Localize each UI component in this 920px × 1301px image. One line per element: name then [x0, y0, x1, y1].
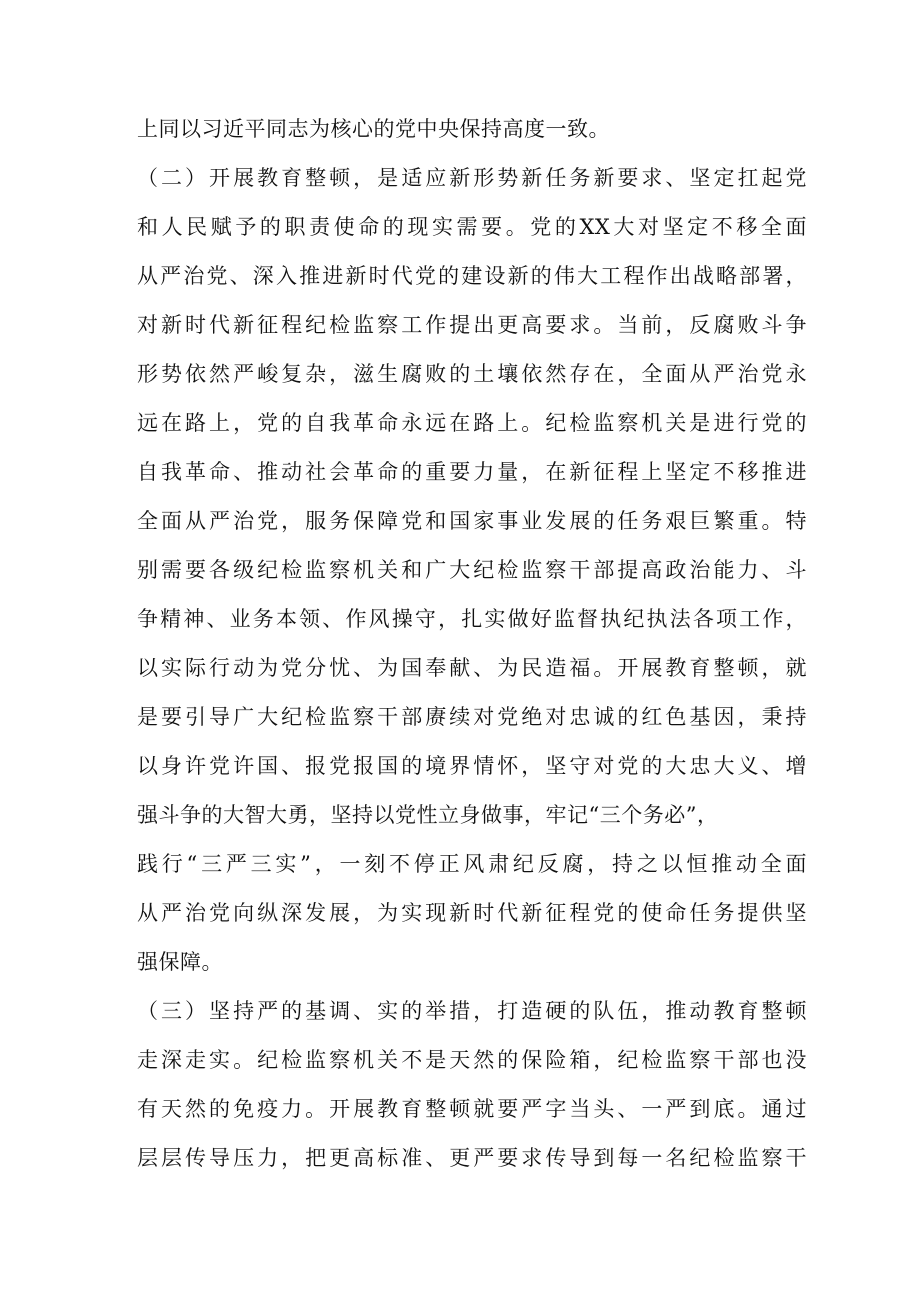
text-line: 强斗争的大智大勇，坚持以党性立身做事，牢记“三个务必”，	[137, 803, 719, 827]
text-line: 和人民赋予的职责使命的现实需要。党的XX大对坚定不移全面	[137, 215, 807, 239]
text-line: 从严治党、深入推进新时代党的建设新的伟大工程作出战略部署，	[137, 264, 807, 288]
text-line: 层层传导压力，把更高标准、更严要求传导到每一名纪检监察干	[137, 1146, 807, 1170]
text-line: 自我革命、推动社会革命的重要力量，在新征程上坚定不移推进	[137, 460, 807, 484]
text-line: 以身许党许国、报党报国的境界情怀，坚守对党的大忠大义、增	[137, 754, 807, 778]
text-line: （三）坚持严的基调、实的举措，打造硬的队伍，推动教育整顿	[137, 999, 807, 1023]
text-line: 远在路上，党的自我革命永远在路上。纪检监察机关是进行党的	[137, 411, 807, 435]
text-line: 别需要各级纪检监察机关和广大纪检监察干部提高政治能力、斗	[137, 558, 807, 582]
text-line: 形势依然严峻复杂，滋生腐败的土壤依然存在，全面从严治党永	[137, 362, 807, 386]
text-line: 强保障。	[137, 950, 223, 974]
text-line: 以实际行动为党分忧、为国奉献、为民造福。开展教育整顿，就	[137, 656, 807, 680]
text-line: 争精神、业务本领、作风操守，扎实做好监督执纪执法各项工作，	[137, 607, 807, 631]
text-line: 对新时代新征程纪检监察工作提出更高要求。当前，反腐败斗争	[137, 313, 807, 337]
text-line: 全面从严治党，服务保障党和国家事业发展的任务艰巨繁重。特	[137, 509, 807, 533]
text-line: 践行“三严三实”，一刻不停正风肃纪反腐，持之以恒推动全面	[137, 852, 807, 876]
text-line: 走深走实。纪检监察机关不是天然的保险箱，纪检监察干部也没	[137, 1048, 807, 1072]
text-line: 上同以习近平同志为核心的党中央保持高度一致。	[137, 117, 610, 141]
text-line: 是要引导广大纪检监察干部赓续对党绝对忠诚的红色基因，秉持	[137, 705, 807, 729]
text-line: 有天然的免疫力。开展教育整顿就要严字当头、一严到底。通过	[137, 1097, 807, 1121]
text-line: （二）开展教育整顿，是适应新形势新任务新要求、坚定扛起党	[137, 166, 807, 190]
text-line: 从严治党向纵深发展，为实现新时代新征程党的使命任务提供坚	[137, 901, 807, 925]
